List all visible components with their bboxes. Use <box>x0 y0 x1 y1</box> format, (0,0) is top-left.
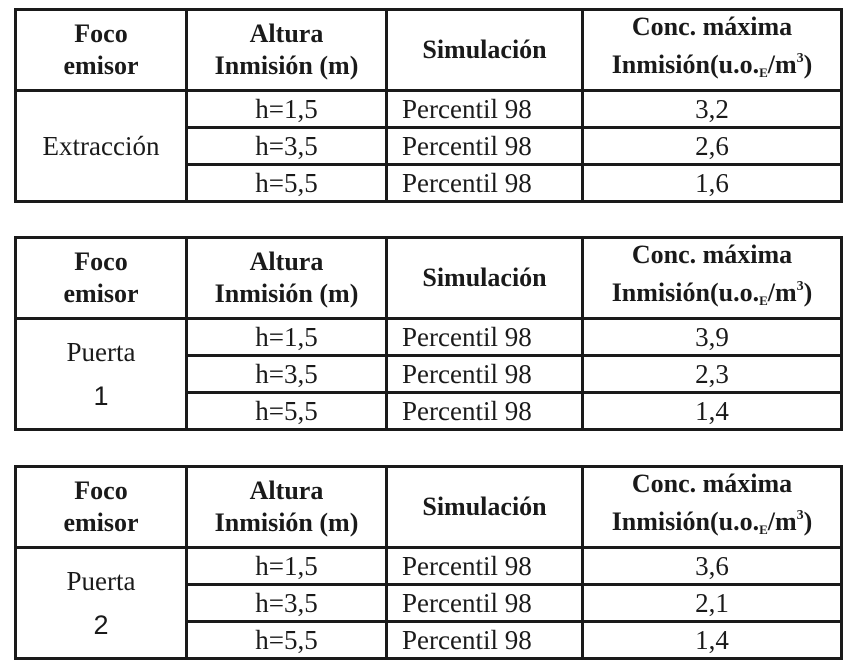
foco-number: 1 <box>93 381 109 411</box>
simulacion-cell: Percentil 98 <box>387 91 583 128</box>
table-row <box>16 548 842 585</box>
conc-cell: 2,3 <box>583 356 842 393</box>
header-conc-unit-a: Inmisión(u.o. <box>611 278 760 307</box>
table-row <box>16 319 842 356</box>
simulacion-cell: Percentil 98 <box>387 128 583 165</box>
emission-table-puerta-1 <box>14 236 843 431</box>
header-conc-sub: E <box>759 293 768 308</box>
header-foco-line1: Foco <box>74 19 128 48</box>
header-foco-line1: Foco <box>74 476 128 505</box>
header-altura-line1: Altura <box>249 247 324 276</box>
conc-cell: 2,1 <box>583 585 842 622</box>
altura-cell: h=5,5 <box>187 622 387 659</box>
table-header-row <box>16 10 842 91</box>
header-conc-unit-b: /m <box>767 50 797 79</box>
foco-name: Puerta <box>66 337 136 367</box>
table-header-row <box>16 238 842 319</box>
conc-cell: 3,2 <box>583 91 842 128</box>
simulacion-cell: Percentil 98 <box>387 548 583 585</box>
simulacion-cell: Percentil 98 <box>387 393 583 430</box>
header-conc-unit-c: ) <box>803 278 813 307</box>
conc-cell: 1,6 <box>583 165 842 202</box>
emission-table-puerta-2 <box>14 465 843 660</box>
conc-cell: 3,6 <box>583 548 842 585</box>
foco-cell <box>16 319 187 430</box>
conc-cell: 2,6 <box>583 128 842 165</box>
altura-cell: h=5,5 <box>187 393 387 430</box>
header-foco-emisor <box>16 467 187 548</box>
header-conc-maxima <box>583 238 842 319</box>
header-conc-sup: 3 <box>796 279 804 294</box>
simulacion-cell: Percentil 98 <box>387 356 583 393</box>
header-conc-unit-b: /m <box>767 507 797 536</box>
header-altura-line2: Inmisión (m) <box>214 51 359 80</box>
header-altura-line2: Inmisión (m) <box>214 279 359 308</box>
simulacion-cell: Percentil 98 <box>387 165 583 202</box>
conc-cell: 1,4 <box>583 622 842 659</box>
header-conc-maxima <box>583 10 842 91</box>
simulacion-cell: Percentil 98 <box>387 319 583 356</box>
header-conc-sup: 3 <box>796 508 804 523</box>
foco-cell <box>16 548 187 659</box>
header-simulacion: Simulación <box>387 238 583 319</box>
conc-cell: 3,9 <box>583 319 842 356</box>
header-conc-unit-b: /m <box>767 278 797 307</box>
simulacion-cell: Percentil 98 <box>387 585 583 622</box>
header-altura-line1: Altura <box>249 476 324 505</box>
header-foco-line2: emisor <box>63 508 139 537</box>
table-header-row <box>16 467 842 548</box>
simulacion-cell: Percentil 98 <box>387 622 583 659</box>
altura-cell: h=3,5 <box>187 585 387 622</box>
header-altura <box>187 10 387 91</box>
header-conc-sub: E <box>759 65 768 80</box>
foco-cell <box>16 91 187 202</box>
emission-table-extraccion <box>14 8 843 203</box>
header-altura-line2: Inmisión (m) <box>214 508 359 537</box>
foco-name: Extracción <box>42 131 160 161</box>
header-conc-line1: Conc. máxima <box>631 12 793 41</box>
header-conc-line1: Conc. máxima <box>631 469 793 498</box>
header-altura <box>187 467 387 548</box>
altura-cell: h=3,5 <box>187 128 387 165</box>
header-conc-unit-a: Inmisión(u.o. <box>611 50 760 79</box>
header-simulacion: Simulación <box>387 10 583 91</box>
altura-cell: h=1,5 <box>187 548 387 585</box>
header-conc-line1: Conc. máxima <box>631 240 793 269</box>
header-foco-line2: emisor <box>63 51 139 80</box>
header-altura <box>187 238 387 319</box>
foco-number: 2 <box>93 610 109 640</box>
header-foco-line1: Foco <box>74 247 128 276</box>
altura-cell: h=1,5 <box>187 319 387 356</box>
table-row <box>16 91 842 128</box>
header-conc-unit-c: ) <box>803 507 813 536</box>
header-altura-line1: Altura <box>249 19 324 48</box>
header-conc-unit-c: ) <box>803 50 813 79</box>
header-conc-maxima <box>583 467 842 548</box>
conc-cell: 1,4 <box>583 393 842 430</box>
header-foco-line2: emisor <box>63 279 139 308</box>
header-conc-sup: 3 <box>796 51 804 66</box>
header-foco-emisor <box>16 10 187 91</box>
altura-cell: h=3,5 <box>187 356 387 393</box>
header-simulacion: Simulación <box>387 467 583 548</box>
header-conc-sub: E <box>759 522 768 537</box>
altura-cell: h=5,5 <box>187 165 387 202</box>
foco-name: Puerta <box>66 566 136 596</box>
header-conc-unit-a: Inmisión(u.o. <box>611 507 760 536</box>
altura-cell: h=1,5 <box>187 91 387 128</box>
header-foco-emisor <box>16 238 187 319</box>
